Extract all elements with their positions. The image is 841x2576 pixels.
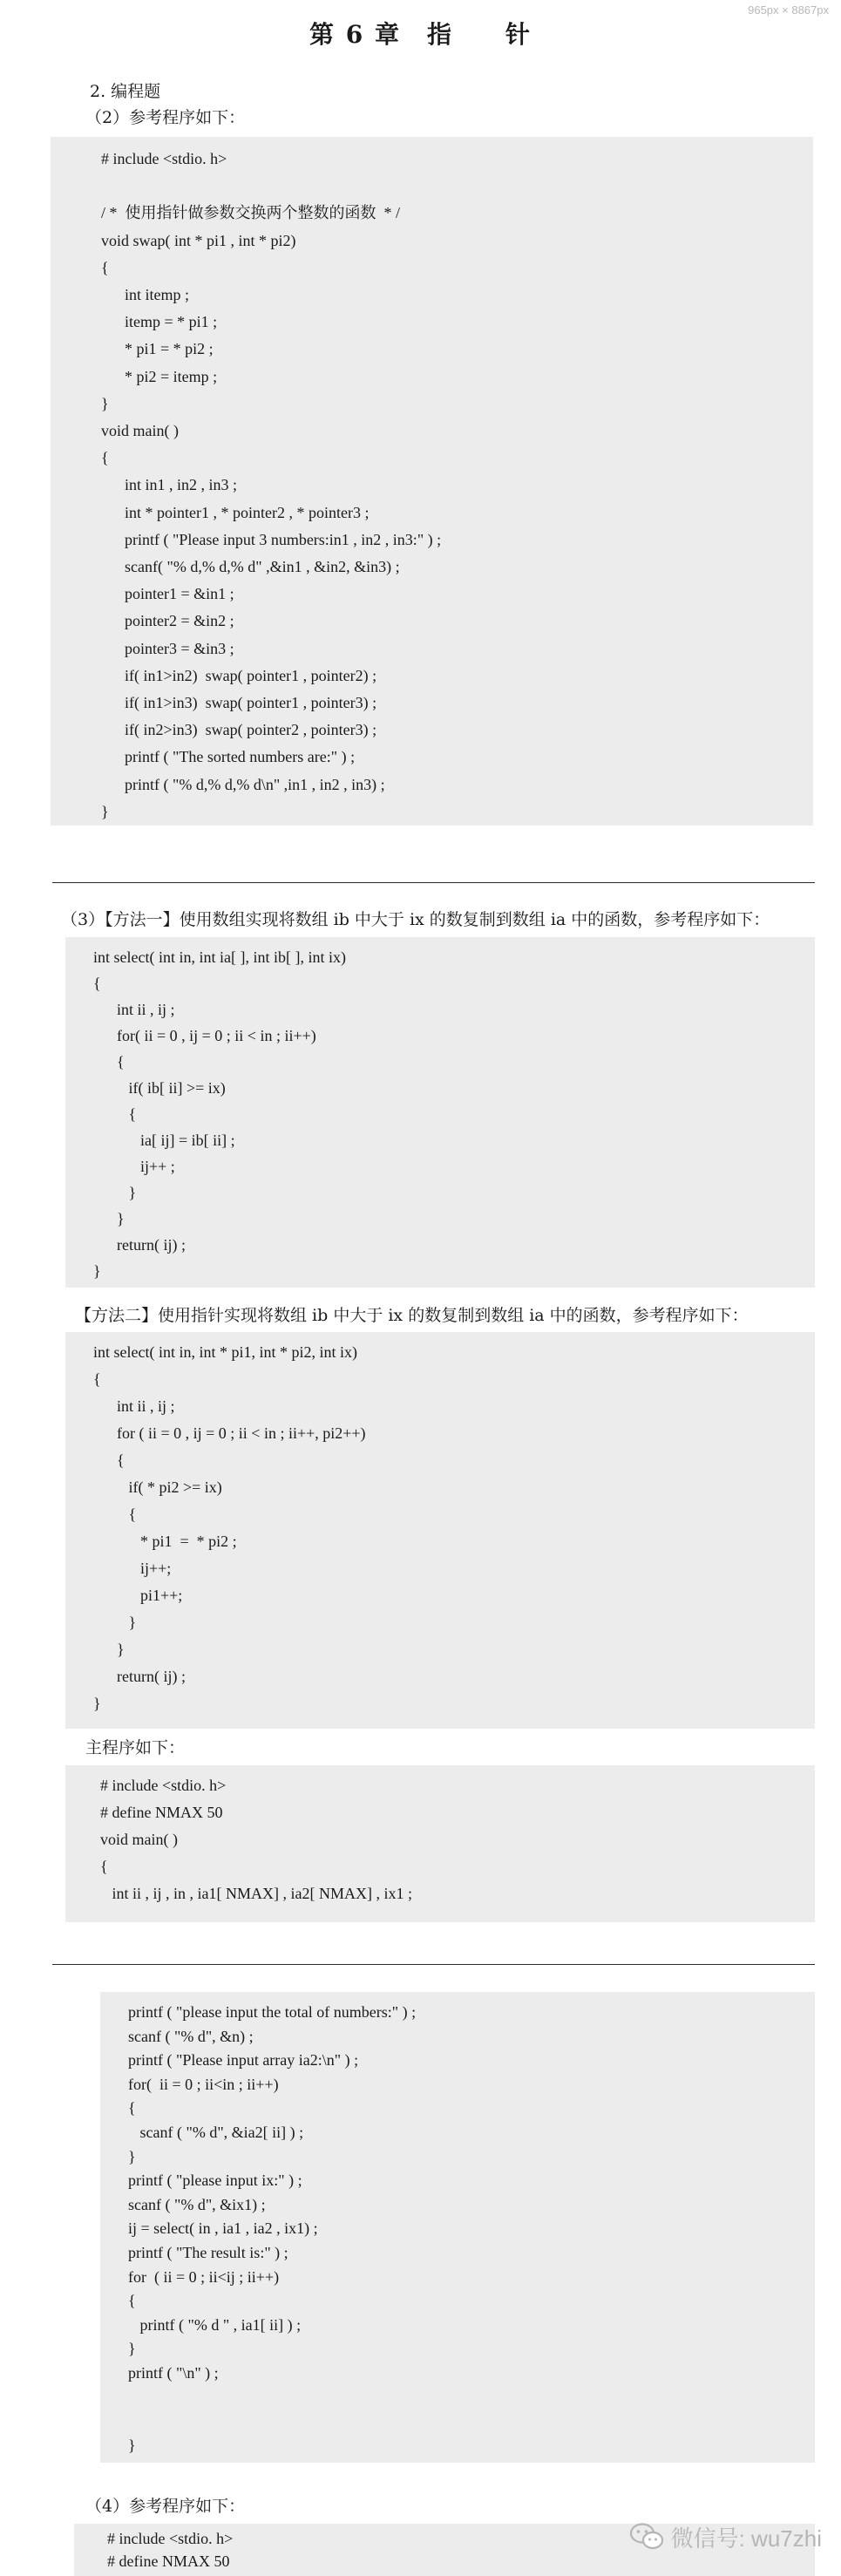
code-line: {: [128, 2292, 136, 2310]
code-line: if( in1>in2) swap( pointer1 , pointer2) ;: [101, 666, 377, 684]
page-divider: [52, 882, 815, 883]
wechat-watermark: [629, 2519, 822, 2554]
code-line: printf ( "% d " , ia1[ ii] ) ;: [128, 2315, 302, 2334]
code-line: ij = select( in , ia1 , ia2 , ix1) ;: [128, 2219, 318, 2238]
code-line: }: [93, 1210, 125, 1227]
code-line: void main( ): [100, 1831, 178, 1848]
code-line: if( ib[ ii] >= ix): [93, 1079, 226, 1097]
code-line: {: [93, 1105, 137, 1123]
code-line: {: [93, 975, 101, 992]
code-line: / * 使用指针做参数交换两个整数的函数 * /: [101, 204, 401, 222]
watermark-text: 微信号: wu7zhi: [670, 2525, 822, 2552]
q2-code-block: [51, 137, 813, 826]
code-line: int * pointer1 , * pointer2 , * pointer3 ;: [101, 503, 370, 521]
main-heading: 主程序如下：: [85, 1738, 186, 1757]
page-title: 第 6 章 指 针: [309, 20, 532, 49]
q3-method2-heading: 【方法二】使用指针实现将数组 ib 中大于 ix 的数复制到数组 ia 中的函数，参考程序如下：: [75, 1306, 749, 1325]
size-label: 965px × 8867px: [748, 3, 829, 17]
code-line: void swap( int * pi1 , int * pi2): [101, 231, 296, 249]
code-line: int ii , ij ;: [93, 1397, 175, 1415]
code-line: }: [128, 2340, 136, 2358]
code-line: for( ii = 0 ; ii<in ; ii++): [128, 2075, 279, 2093]
section-heading: 2. 编程题: [90, 82, 161, 101]
code-line: }: [101, 802, 109, 820]
code-line: }: [128, 2436, 136, 2454]
code-line: ij++;: [93, 1560, 172, 1577]
code-line: int select( int in, int ia[ ], int ib[ ], int ix): [93, 948, 346, 966]
code-line: for ( ii = 0 ; ii<ij ; ii++): [128, 2267, 280, 2286]
code-line: printf ( "please input the total of numbers:" ) ;: [128, 2003, 417, 2021]
code-line: pointer1 = &in1 ;: [101, 585, 234, 603]
code-line: int select( int in, int * pi1, int * pi2, int ix): [93, 1343, 357, 1361]
code-line: for ( ii = 0 , ij = 0 ; ii < in ; ii++, pi2++): [93, 1424, 366, 1442]
code-line: {: [93, 1370, 101, 1388]
code-line: printf ( "The result is:" ) ;: [128, 2244, 288, 2261]
code-line: printf ( "Please input 3 numbers:in1 , in2 , in3:" ) ;: [101, 530, 442, 548]
code-line: scanf ( "% d", &ix1) ;: [128, 2195, 266, 2213]
code-line: }: [93, 1641, 125, 1658]
main-code-block-a: [65, 1765, 815, 1922]
code-line: int ii , ij , in , ia1[ NMAX] , ia2[ NMAX] , ix1 ;: [100, 1885, 412, 1902]
q3-method1-heading: （3）【方法一】使用数组实现将数组 ib 中大于 ix 的数复制到数组 ia 中的函数，参考程序如下：: [61, 910, 770, 929]
code-line: }: [93, 1262, 101, 1280]
code-line: ij++ ;: [93, 1158, 175, 1175]
q3-method2-code-block: [65, 1332, 815, 1729]
code-line: }: [93, 1695, 101, 1712]
code-line: {: [128, 2099, 136, 2117]
code-line: if( in2>in3) swap( pointer2 , pointer3) ;: [101, 721, 377, 739]
code-line: {: [93, 1505, 137, 1523]
q2-heading: （2）参考程序如下：: [85, 108, 246, 127]
code-line: * pi2 = itemp ;: [101, 367, 218, 385]
code-line: pointer2 = &in2 ;: [101, 612, 234, 630]
code-line: pi1++;: [93, 1587, 183, 1604]
code-line: * pi1 = * pi2 ;: [101, 340, 214, 358]
code-line: }: [101, 394, 109, 412]
code-line: itemp = * pi1 ;: [101, 313, 218, 331]
code-line: void main( ): [101, 422, 179, 439]
code-line: for( ii = 0 , ij = 0 ; ii < in ; ii++): [93, 1027, 316, 1044]
code-line: scanf ( "% d", &ia2[ ii] ) ;: [128, 2124, 304, 2141]
code-line: pointer3 = &in3 ;: [101, 639, 234, 657]
code-line: scanf ( "% d", &n) ;: [128, 2027, 254, 2045]
code-line: printf ( "% d,% d,% d\n" ,in1 , in2 , in3) ;: [101, 775, 385, 793]
code-line: printf ( "\n" ) ;: [128, 2364, 219, 2382]
code-line: {: [101, 258, 109, 276]
code-line: # include <stdio. h>: [107, 2530, 234, 2547]
code-line: return( ij) ;: [93, 1668, 186, 1685]
code-line: {: [93, 1053, 125, 1071]
code-line: # define NMAX 50: [100, 1804, 223, 1821]
main-code-block-b: [100, 1992, 815, 2463]
code-line: }: [128, 2147, 136, 2165]
code-line: # include <stdio. h>: [101, 150, 227, 167]
code-line: printf ( "please input ix:" ) ;: [128, 2172, 302, 2190]
code-line: {: [101, 449, 109, 467]
code-line: printf ( "Please input array ia2:\n" ) ;: [128, 2051, 359, 2070]
code-line: int itemp ;: [101, 286, 189, 303]
code-line: int in1 , in2 , in3 ;: [101, 476, 238, 494]
code-line: ia[ ij] = ib[ ii] ;: [93, 1132, 235, 1149]
wechat-icon: [629, 2522, 664, 2552]
code-line: int ii , ij ;: [93, 1001, 175, 1018]
code-line: # define NMAX 50: [107, 2552, 230, 2570]
q4-heading: （4）参考程序如下：: [85, 2497, 246, 2516]
code-line: }: [93, 1184, 137, 1201]
page-divider: [52, 1964, 815, 1965]
code-line: printf ( "The sorted numbers are:" ) ;: [101, 748, 356, 766]
code-line: scanf( "% d,% d,% d" ,&in1 , &in2, &in3) ;: [101, 558, 400, 575]
code-line: }: [93, 1614, 137, 1631]
code-line: {: [93, 1451, 125, 1469]
code-line: # include <stdio. h>: [100, 1777, 227, 1794]
code-line: return( ij) ;: [93, 1236, 186, 1254]
code-line: * pi1 = * pi2 ;: [93, 1533, 237, 1550]
code-line: {: [100, 1858, 108, 1875]
code-line: if( in1>in3) swap( pointer1 , pointer3) ;: [101, 694, 377, 711]
q3-method1-code-block: [65, 937, 815, 1288]
code-line: if( * pi2 >= ix): [93, 1478, 222, 1496]
